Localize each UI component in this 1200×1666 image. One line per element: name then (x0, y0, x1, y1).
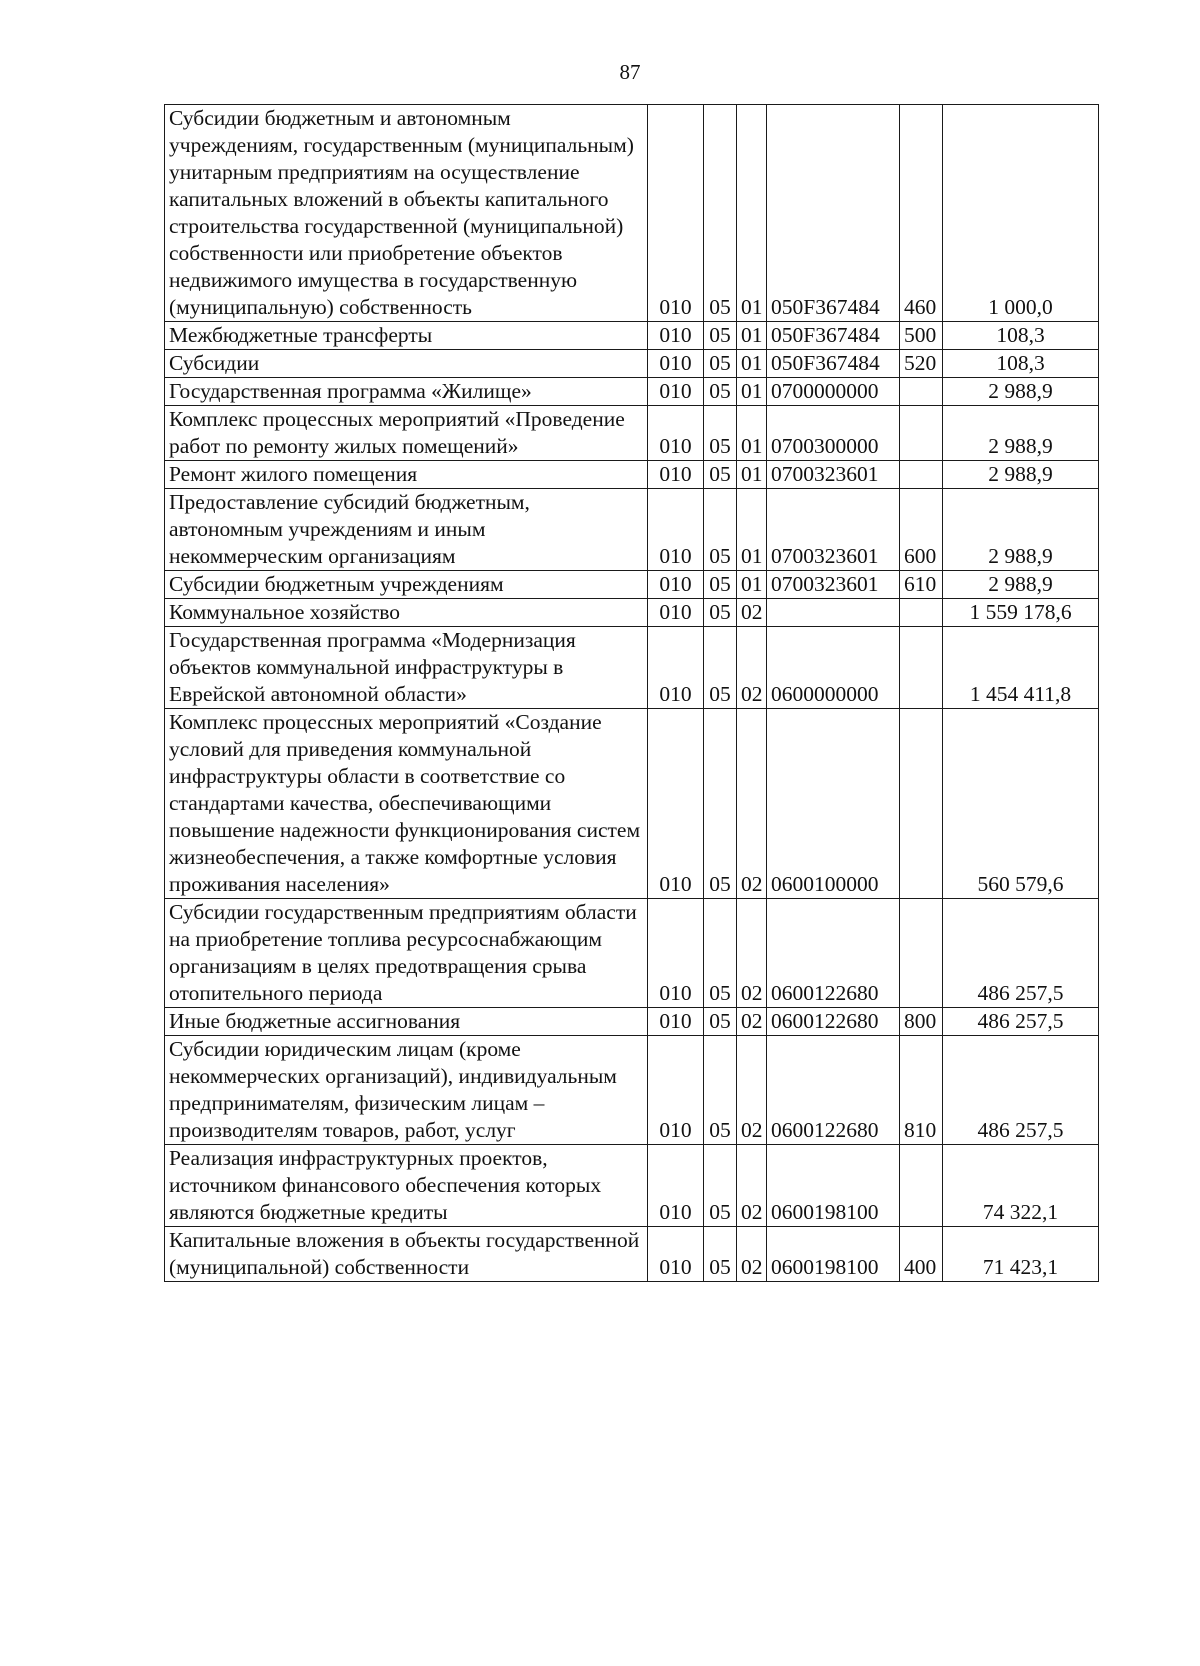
target-article-code-cell: 0700323601 (767, 461, 900, 489)
row-name-cell: Государственная программа «Жилище» (165, 378, 648, 406)
expense-type-code-cell (900, 378, 943, 406)
target-article-code-cell: 0600122680 (767, 1008, 900, 1036)
grbs-code-cell: 010 (648, 1145, 704, 1227)
section-code-cell: 05 (704, 378, 737, 406)
grbs-code-cell: 010 (648, 1227, 704, 1282)
row-name-cell: Субсидии юридическим лицам (кроме некоммерческих организаций), индивидуальным предпринимателям, физическим лицам – производителям товаров, работ, услуг (165, 1036, 648, 1145)
section-code-cell: 05 (704, 899, 737, 1008)
section-code-cell: 05 (704, 599, 737, 627)
grbs-code-cell: 010 (648, 406, 704, 461)
expense-type-code-cell: 810 (900, 1036, 943, 1145)
grbs-code-cell: 010 (648, 571, 704, 599)
table-row (165, 571, 1099, 599)
target-article-code-cell: 0700323601 (767, 489, 900, 571)
expense-type-code-cell: 800 (900, 1008, 943, 1036)
subsection-code-cell: 01 (737, 489, 767, 571)
expense-type-code-cell (900, 627, 943, 709)
amount-cell: 108,3 (943, 350, 1099, 378)
target-article-code-cell: 0700300000 (767, 406, 900, 461)
target-article-code-cell (767, 599, 900, 627)
expense-type-code-cell (900, 899, 943, 1008)
expense-type-code-cell: 460 (900, 105, 943, 322)
amount-cell: 2 988,9 (943, 406, 1099, 461)
table-row (165, 899, 1099, 1008)
amount-cell: 486 257,5 (943, 1008, 1099, 1036)
section-code-cell: 05 (704, 1008, 737, 1036)
table-row (165, 461, 1099, 489)
subsection-code-cell: 02 (737, 899, 767, 1008)
row-name-cell: Предоставление субсидий бюджетным, автономным учреждениям и иным некоммерческим организациям (165, 489, 648, 571)
expense-type-code-cell (900, 709, 943, 899)
row-name-cell: Капитальные вложения в объекты государственной (муниципальной) собственности (165, 1227, 648, 1282)
target-article-code-cell: 050F367484 (767, 105, 900, 322)
subsection-code-cell: 01 (737, 378, 767, 406)
section-code-cell: 05 (704, 1036, 737, 1145)
subsection-code-cell: 01 (737, 571, 767, 599)
subsection-code-cell: 02 (737, 709, 767, 899)
section-code-cell: 05 (704, 1145, 737, 1227)
section-code-cell: 05 (704, 350, 737, 378)
grbs-code-cell: 010 (648, 378, 704, 406)
row-name-cell: Иные бюджетные ассигнования (165, 1008, 648, 1036)
section-code-cell: 05 (704, 627, 737, 709)
expense-type-code-cell: 600 (900, 489, 943, 571)
budget-table-body (165, 105, 1099, 1282)
table-row (165, 627, 1099, 709)
row-name-cell: Комплекс процессных мероприятий «Проведение работ по ремонту жилых помещений» (165, 406, 648, 461)
amount-cell: 2 988,9 (943, 378, 1099, 406)
subsection-code-cell: 01 (737, 105, 767, 322)
expense-type-code-cell: 500 (900, 322, 943, 350)
grbs-code-cell: 010 (648, 105, 704, 322)
subsection-code-cell: 01 (737, 461, 767, 489)
grbs-code-cell: 010 (648, 599, 704, 627)
section-code-cell: 05 (704, 105, 737, 322)
row-name-cell: Ремонт жилого помещения (165, 461, 648, 489)
target-article-code-cell: 0600198100 (767, 1227, 900, 1282)
page-number: 87 (619, 60, 641, 84)
grbs-code-cell: 010 (648, 1036, 704, 1145)
target-article-code-cell: 0600198100 (767, 1145, 900, 1227)
amount-cell: 1 454 411,8 (943, 627, 1099, 709)
row-name-cell: Субсидии бюджетным и автономным учреждениям, государственным (муниципальным) унитарным предприятиям на осуществление капитальных вложений в объекты капитального строительства государственной (муниципальной) собственности или приобретение объектов недвижимого имущества в государственную (муниципальную) собственность (165, 105, 648, 322)
section-code-cell: 05 (704, 571, 737, 599)
target-article-code-cell: 0600122680 (767, 1036, 900, 1145)
table-row (165, 1036, 1099, 1145)
grbs-code-cell: 010 (648, 489, 704, 571)
grbs-code-cell: 010 (648, 322, 704, 350)
amount-cell: 2 988,9 (943, 461, 1099, 489)
expense-type-code-cell (900, 1145, 943, 1227)
section-code-cell: 05 (704, 709, 737, 899)
target-article-code-cell: 0700323601 (767, 571, 900, 599)
amount-cell: 2 988,9 (943, 571, 1099, 599)
table-row (165, 322, 1099, 350)
section-code-cell: 05 (704, 406, 737, 461)
expense-type-code-cell: 400 (900, 1227, 943, 1282)
grbs-code-cell: 010 (648, 627, 704, 709)
section-code-cell: 05 (704, 322, 737, 350)
expense-type-code-cell: 520 (900, 350, 943, 378)
row-name-cell: Межбюджетные трансферты (165, 322, 648, 350)
row-name-cell: Субсидии бюджетным учреждениям (165, 571, 648, 599)
grbs-code-cell: 010 (648, 1008, 704, 1036)
table-row (165, 350, 1099, 378)
target-article-code-cell: 050F367484 (767, 350, 900, 378)
row-name-cell: Коммунальное хозяйство (165, 599, 648, 627)
target-article-code-cell: 0700000000 (767, 378, 900, 406)
table-row (165, 105, 1099, 322)
subsection-code-cell: 02 (737, 1008, 767, 1036)
amount-cell: 108,3 (943, 322, 1099, 350)
amount-cell: 1 000,0 (943, 105, 1099, 322)
expense-type-code-cell (900, 599, 943, 627)
section-code-cell: 05 (704, 461, 737, 489)
amount-cell: 560 579,6 (943, 709, 1099, 899)
subsection-code-cell: 02 (737, 1036, 767, 1145)
row-name-cell: Субсидии (165, 350, 648, 378)
subsection-code-cell: 02 (737, 627, 767, 709)
target-article-code-cell: 0600000000 (767, 627, 900, 709)
amount-cell: 486 257,5 (943, 899, 1099, 1008)
section-code-cell: 05 (704, 489, 737, 571)
expense-type-code-cell (900, 406, 943, 461)
subsection-code-cell: 02 (737, 599, 767, 627)
row-name-cell: Государственная программа «Модернизация объектов коммунальной инфраструктуры в Еврейской автономной области» (165, 627, 648, 709)
expense-type-code-cell: 610 (900, 571, 943, 599)
table-row (165, 599, 1099, 627)
table-row (165, 378, 1099, 406)
target-article-code-cell: 0600100000 (767, 709, 900, 899)
subsection-code-cell: 02 (737, 1227, 767, 1282)
amount-cell: 74 322,1 (943, 1145, 1099, 1227)
section-code-cell: 05 (704, 1227, 737, 1282)
grbs-code-cell: 010 (648, 709, 704, 899)
subsection-code-cell: 01 (737, 406, 767, 461)
grbs-code-cell: 010 (648, 899, 704, 1008)
table-row (165, 1008, 1099, 1036)
subsection-code-cell: 01 (737, 322, 767, 350)
amount-cell: 2 988,9 (943, 489, 1099, 571)
target-article-code-cell: 0600122680 (767, 899, 900, 1008)
amount-cell: 486 257,5 (943, 1036, 1099, 1145)
amount-cell: 1 559 178,6 (943, 599, 1099, 627)
table-row (165, 709, 1099, 899)
grbs-code-cell: 010 (648, 461, 704, 489)
row-name-cell: Комплекс процессных мероприятий «Создание условий для приведения коммунальной инфраструктуры области в соответствие со стандартами качества, обеспечивающими повышение надежности функционирования систем жизнеобеспечения, а также комфортные условия проживания населения» (165, 709, 648, 899)
budget-table (164, 104, 1099, 1282)
table-row (165, 489, 1099, 571)
grbs-code-cell: 010 (648, 350, 704, 378)
subsection-code-cell: 02 (737, 1145, 767, 1227)
target-article-code-cell: 050F367484 (767, 322, 900, 350)
row-name-cell: Реализация инфраструктурных проектов, источником финансового обеспечения которых являются бюджетные кредиты (165, 1145, 648, 1227)
subsection-code-cell: 01 (737, 350, 767, 378)
table-row (165, 1227, 1099, 1282)
expense-type-code-cell (900, 461, 943, 489)
table-row (165, 1145, 1099, 1227)
table-row (165, 406, 1099, 461)
row-name-cell: Субсидии государственным предприятиям области на приобретение топлива ресурсоснабжающим организациям в целях предотвращения срыва отопительного периода (165, 899, 648, 1008)
amount-cell: 71 423,1 (943, 1227, 1099, 1282)
